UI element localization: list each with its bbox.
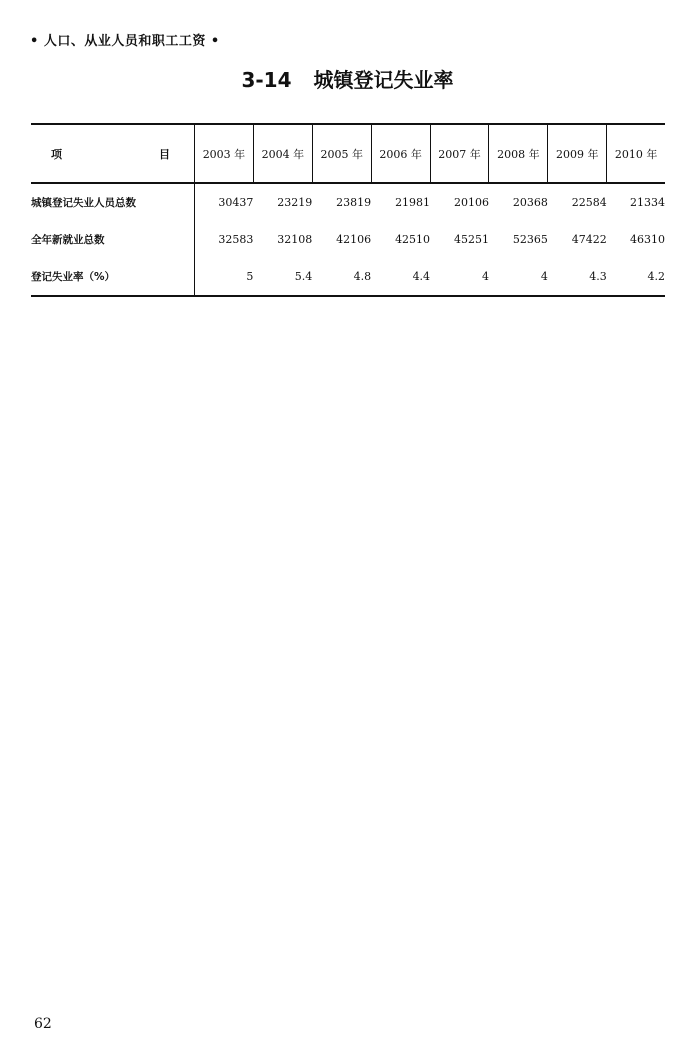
table-cell: 23219 bbox=[277, 196, 313, 209]
table-cell: 20106 bbox=[453, 196, 489, 209]
table-cell: 4.4 bbox=[371, 258, 430, 296]
item-header bbox=[31, 124, 195, 183]
table-cell: 22584 bbox=[571, 196, 607, 209]
table-cell: 5 bbox=[195, 258, 254, 296]
page-number: 62 bbox=[34, 1016, 52, 1032]
row-label: 登记失业率（%） bbox=[31, 258, 195, 296]
header-row bbox=[31, 124, 665, 183]
year-header: 2004 年 bbox=[253, 124, 312, 183]
table-title bbox=[0, 64, 695, 93]
table-cell: 46310 bbox=[630, 233, 665, 246]
table-cell: 23819 bbox=[336, 196, 372, 209]
row-label: 城镇登记失业人员总数 bbox=[31, 183, 195, 221]
table-cell: 4 bbox=[489, 258, 548, 296]
table-cell: 42106 bbox=[336, 233, 372, 246]
table-row bbox=[31, 183, 665, 221]
table-cell: 4.8 bbox=[312, 258, 371, 296]
table-cell: 52365 bbox=[512, 233, 548, 246]
year-header: 2009 年 bbox=[548, 124, 607, 183]
table-cell: 20368 bbox=[512, 196, 548, 209]
item-header-char-1: 项 bbox=[51, 147, 62, 161]
table-number: 3-14 bbox=[241, 68, 292, 92]
table-row bbox=[31, 258, 665, 296]
year-header: 2006 年 bbox=[371, 124, 430, 183]
table-cell: 4.2 bbox=[607, 258, 665, 296]
table-cell: 21334 bbox=[630, 196, 665, 209]
year-header: 2010 年 bbox=[607, 124, 665, 183]
table-row bbox=[31, 221, 665, 258]
table-cell: 4.3 bbox=[548, 258, 607, 296]
year-header: 2005 年 bbox=[312, 124, 371, 183]
table-cell: 42510 bbox=[395, 233, 431, 246]
table-cell: 32108 bbox=[277, 233, 313, 246]
table-cell: 30437 bbox=[218, 196, 254, 209]
data-table bbox=[31, 123, 665, 297]
table-cell: 45251 bbox=[453, 233, 489, 246]
year-header: 2008 年 bbox=[489, 124, 548, 183]
row-label: 全年新就业总数 bbox=[31, 221, 195, 258]
table-cell: 47422 bbox=[571, 233, 607, 246]
item-header-char-2: 目 bbox=[159, 147, 170, 161]
table-cell: 4 bbox=[430, 258, 489, 296]
table-cell: 32583 bbox=[218, 233, 254, 246]
year-header: 2003 年 bbox=[195, 124, 254, 183]
table-cell: 21981 bbox=[395, 196, 431, 209]
running-header: • 人口、从业人员和职工工资 • bbox=[30, 34, 220, 49]
year-header: 2007 年 bbox=[430, 124, 489, 183]
table-cell: 5.4 bbox=[253, 258, 312, 296]
table-title-text: 城镇登记失业率 bbox=[313, 68, 454, 92]
